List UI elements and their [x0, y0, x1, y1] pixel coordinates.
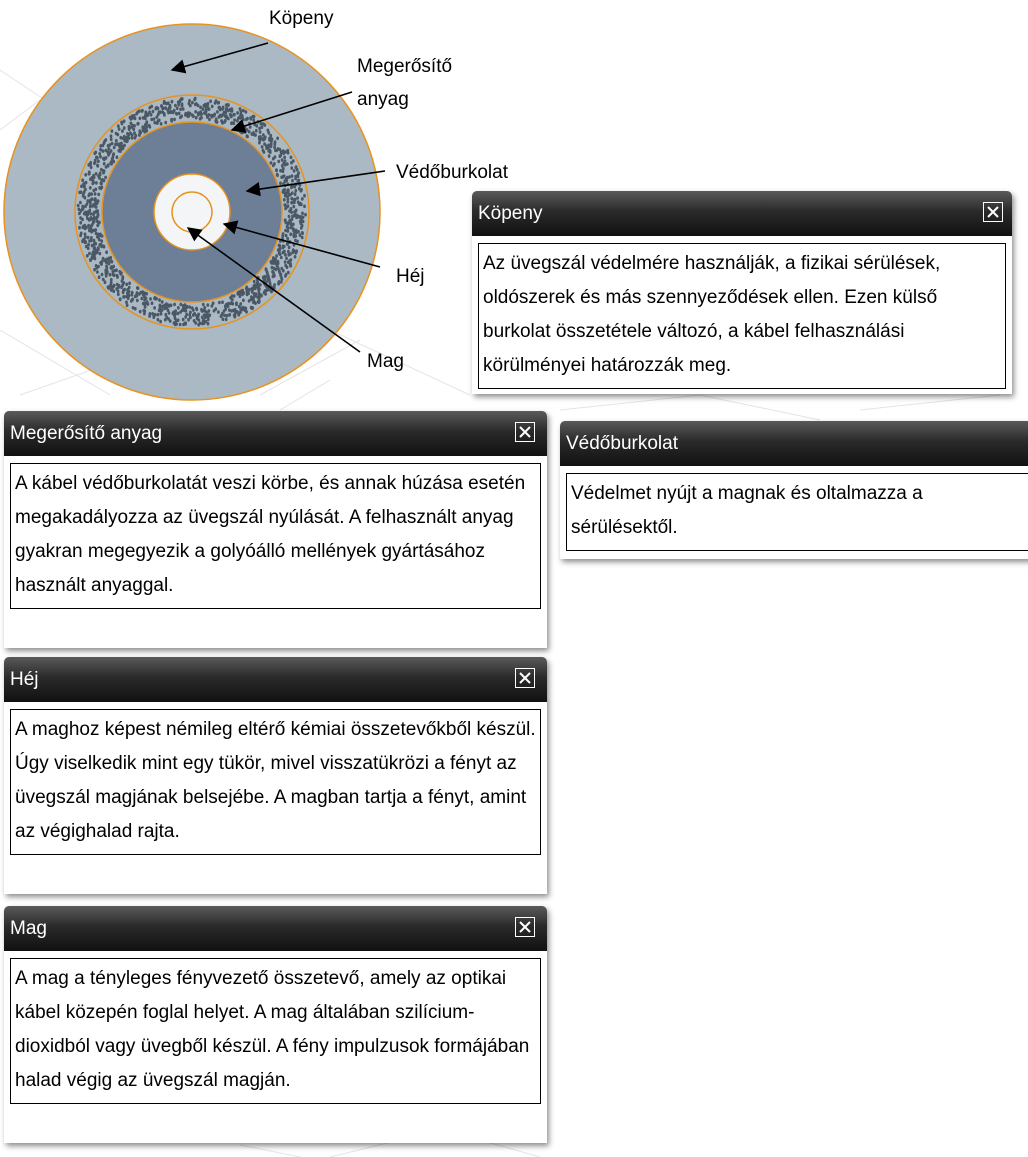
popup-mag: [4, 906, 547, 1143]
popup-megerosito-title: Megerősítő anyag: [10, 423, 163, 444]
popup-megerosito-close-button[interactable]: [515, 422, 535, 442]
popup-megerosito: [4, 411, 547, 648]
popup-hej-body: A maghoz képest némileg eltérő kémiai összetevőkből készül. Úgy viselkedik mint egy tükör, mivel visszatükrözi a fényt az üvegszál magjának belsejébe. A magban tartja a fényt, amint az végighalad rajta.: [10, 709, 541, 855]
label-kopeny[interactable]: Köpeny: [269, 8, 334, 29]
label-vedoburkolat[interactable]: Védőburkolat: [396, 162, 508, 183]
popup-vedoburkolat: [560, 421, 1028, 559]
popup-kopeny-body: Az üvegszál védelmére használják, a fizikai sérülések, oldószerek és más szennyeződések ellen. Ezen külső burkolat összetétele változó, a kábel felhasználási körülményei határozzák meg.: [478, 243, 1006, 389]
label-megerosito-line1[interactable]: Megerősítő: [357, 56, 453, 77]
label-hej[interactable]: Héj: [396, 266, 425, 287]
popup-hej-title: Héj: [10, 669, 39, 690]
popup-mag-body: A mag a tényleges fényvezető összetevő, amely az optikai kábel közepén foglal helyet. A mag általában szilícium-dioxidból vagy üvegből készül. A fény impulzusok formájában halad végig az üvegszál magján.: [10, 958, 541, 1104]
popup-hej-close-button[interactable]: [515, 668, 535, 688]
close-icon: [518, 425, 532, 439]
popup-hej: [4, 657, 547, 894]
popup-vedoburkolat-header: [560, 421, 1028, 466]
popup-kopeny: [472, 191, 1012, 394]
popup-vedoburkolat-body: Védelmet nyújt a magnak és oltalmazza a sérülésektől.: [566, 473, 1028, 551]
core-inner: [179, 199, 205, 225]
popup-vedoburkolat-title: Védőburkolat: [566, 433, 678, 454]
popup-kopeny-title: Köpeny: [478, 203, 543, 224]
popup-mag-title: Mag: [10, 918, 47, 939]
popup-megerosito-header: [4, 411, 547, 456]
popup-hej-header: [4, 657, 547, 702]
label-mag[interactable]: Mag: [367, 351, 404, 372]
popup-megerosito-body: A kábel védőburkolatát veszi körbe, és annak húzása esetén megakadályozza az üvegszál nyúlását. A felhasznált anyag gyakran megegyezik a golyóálló mellények gyártásához használt anyaggal.: [10, 463, 541, 609]
close-icon: [518, 671, 532, 685]
label-megerosito-line2[interactable]: anyag: [357, 89, 409, 110]
popup-kopeny-header: [472, 191, 1012, 236]
popup-mag-header: [4, 906, 547, 951]
close-icon: [518, 920, 532, 934]
close-icon: [986, 205, 1000, 219]
popup-mag-close-button[interactable]: [515, 917, 535, 937]
popup-kopeny-close-button[interactable]: [983, 202, 1003, 222]
